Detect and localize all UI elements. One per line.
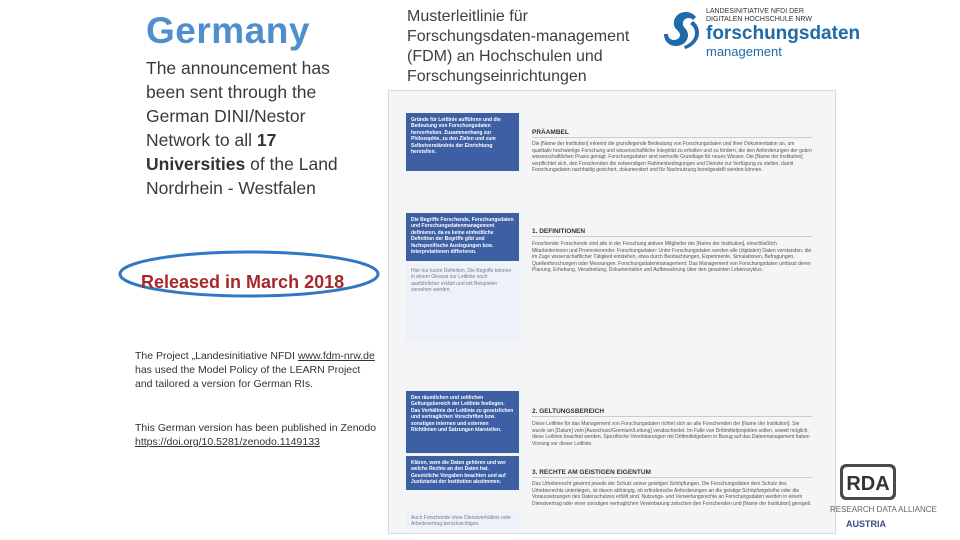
side-box-definitions: Die Begriffe Forschende, Forschungsdaten und Forschungsdatenmanagement definieren, da es keine einheitliche Definition der Begriffe gibt und fachspezifische Auslegungen bzw. Interpretationen differieren. — [406, 213, 519, 261]
rda-logo-text: RDA — [846, 473, 890, 495]
zenodo-note: This German version has been published in Zenodo https://doi.org/10.5281/zenodo.1149133 — [135, 422, 377, 448]
side-note-glossary: Hier nur kurze Definition. Die Begriffe können in einem Glossar zur Leitlinie noch ausführlicher erklärt und mit Beispielen versehen werden. — [406, 264, 519, 342]
divider — [532, 137, 812, 138]
section-text-preamble: Die [Name der Institution] erkennt die grundlegende Bedeutung von Forschungsdaten und ihrer Dokumentation an, um qualitativ hochwertige Forschung und wissenschaftliche Integrität zu erhalten und zu fördern, die den Anforderungen der guten wissenschaftlichen Praxis genügt. Forschungsdaten sind wertvolle Grundlage für neues Wissen. Die [Name der Institution] verpflichtet sich, den Forschenden die notwendigen Rahmenbedingungen und Dienste zur Verfügung zu stellen, damit Forschungsdaten nachhaltig gesichert, dokumentiert und für Nachnutzung bereitgestellt werden können. — [532, 141, 812, 173]
zenodo-doi-link[interactable]: https://doi.org/10.5281/zenodo.1149133 — [135, 436, 320, 448]
side-box-rights: Klären, wem die Daten gehören und wer welche Rechte an den Daten hat. Gesetzliche Vorgaben beachten und auf Justiziariat der Institution abstimmen. — [406, 456, 519, 490]
fdm-nrw-link[interactable]: www.fdm-nrw.de — [297, 350, 375, 362]
section-text-scope: Diese Leitlinie für das Management von Forschungsdaten richtet sich an alle Forschenden der [Name der Institution]. Sie wurde am [Datum] vom [Ausschuss/Gremium/Leitung] verabschiedet. Im Falle von Drittmittelprojekten sollen, soweit möglich, diese Leitlinie beachtet werden. Spezifische Vereinbarungen mit Drittmittelgebern in Bezug auf das Datenmanagement haben Vorrang vor dieser Leitlinie. — [532, 421, 810, 447]
slide-title: Germany — [146, 10, 310, 51]
side-note-contract: Auch Forschende ohne Dienstverhältnis oder Arbeitsvertrag berücksichtigen. — [406, 511, 519, 529]
document-thumbnail — [388, 90, 836, 534]
section-text-definitions: Forschende: Forschende sind alle in der Forschung aktiven Mitglieder der [Name der Institution], einschließlich Mitarbeiterinnen und Promovierender. Forschungsdaten: Unter Forschungsdaten werden alle (digitalen) Daten verstanden, die im Zuge wissenschaftlicher Tätigkeit entstehen, etwa durch Beobachtungen, Experimente, Simulationen, Befragungen, Quellenforschungen oder Messungen. Forschungsdatenmanagement: Das Management von Forschungsdaten umfasst deren Planung, Erhebung, Verarbeitung, Dokumentation und Aufbewahrung über den gesamten Lebenszyklus. — [532, 241, 812, 273]
logo-sub-text: management — [706, 44, 782, 59]
side-box-reasons: Gründe für Leitlinie aufführen und die Bedeutung von Forschungsdaten hervorheben. Zusammenhang zur Philosophie, zu den Zielen und zum Selbstverständnis der Einrichtung herstellen. — [406, 113, 519, 171]
release-date: Released in March 2018 — [141, 272, 345, 292]
divider — [532, 477, 812, 478]
rda-country: AUSTRIA — [846, 519, 886, 529]
project-note: The Project „Landesinitiative NFDI www.fdm-nrw.de has used the Model Policy of the LEARN Project and tailored a version for German RIs. — [135, 350, 375, 390]
logo-main-text: forschungsdaten — [706, 23, 861, 44]
section-head-scope: 2. GELTUNGSBEREICH — [532, 408, 605, 415]
section-head-definitions: 1. DEFINITIONEN — [532, 228, 586, 235]
rda-logo — [838, 462, 898, 502]
side-box-scope: Den räumlichen und zeitlichen Geltungsbereich der Leitlinie festlegen. Das Verhältnis der Leitlinie zu gesetzlichen und vertraglichen Vorschriften bzw. sonstigen internen und externen Richtlinien und Satzungen klarstellen. — [406, 391, 519, 453]
announcement-text: The announcement has been sent through the German DINI/Nestor Network to all 17 Universities of the Land Nordrhein - Westfalen — [146, 58, 338, 198]
section-head-preamble: PRÄAMBEL — [532, 129, 569, 136]
squirrel-icon — [656, 8, 702, 54]
universities-count: 17 Universities — [146, 130, 277, 174]
divider — [532, 416, 812, 417]
fdm-logo — [656, 8, 861, 59]
section-text-rights: Das Urheberrecht gewinnt jeweils der Schutz seiner geistigen Schöpfungen. Die Forschungsdaten dem Schutz des Urheberrechts unterliegen, ist davon abhängig, ob erfinderische Anforderungen an die geistige Schöpfungshöhe oder die Voraussetzungen des Datenschutzes erfüllt sind. Nutzungs- und Verwertungsrechte an Forschungsdaten werden in einem Dienstvertrag oder einer sonstigen vertraglichen Vereinbarung zwischen den Forschenden und [Name der Institution] geregelt. — [532, 481, 812, 507]
logo-small-text: LANDESINITIATIVE NFDI DER DIGITALEN HOCHSCHULE NRW — [706, 8, 812, 23]
section-head-rights: 3. RECHTE AM GEISTIGEN EIGENTUM — [532, 469, 651, 476]
document-title: Musterleitlinie für Forschungsdaten-management (FDM) an Hochschulen und Forschungseinrichtungen — [407, 8, 630, 85]
rda-name: RESEARCH DATA ALLIANCE — [830, 505, 937, 514]
divider — [532, 236, 812, 237]
